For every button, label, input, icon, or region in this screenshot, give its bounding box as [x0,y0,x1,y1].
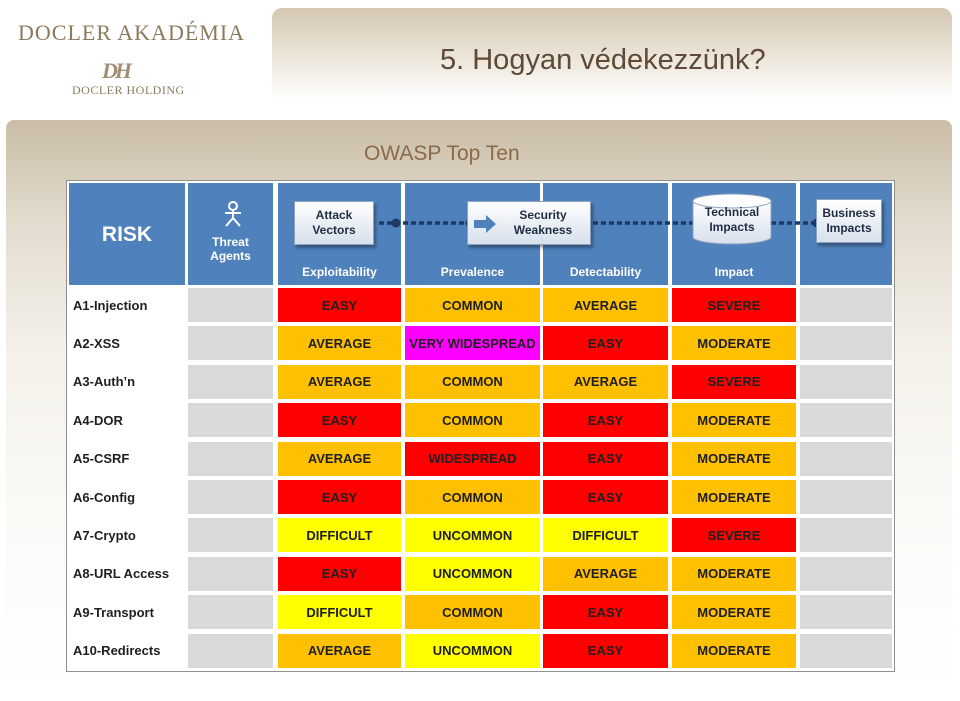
logo-dh-mark: DH [102,58,129,83]
logo-area [0,0,270,110]
logo-academy-text: DOCLER AKADÉMIA [18,20,246,45]
prevalence-cell: UNCOMMON [405,557,540,591]
prevalence-cell: UNCOMMON [405,518,540,552]
table-row [67,557,894,591]
exploitability-cell: DIFFICULT [278,595,401,629]
owasp-risk-table [66,180,895,672]
threat-agents-label: Threat Agents [210,235,251,263]
exploitability-cell: EASY [278,403,401,437]
risk-name-cell: A7-Crypto [69,518,185,552]
business-impacts-label: Business Impacts [822,206,876,235]
detectability-cell: EASY [543,403,668,437]
detectability-cell: EASY [543,634,668,668]
page-title: 5. Hogyan védekezzünk? [440,44,766,76]
prevalence-cell: COMMON [405,480,540,514]
business-impact-cell [800,518,892,552]
risk-name-cell: A9-Transport [69,595,185,629]
threat-agent-cell [188,403,273,437]
prevalence-cell: COMMON [405,365,540,399]
impact-cell: SEVERE [672,365,796,399]
risk-name-cell: A1-Injection [69,288,185,322]
detectability-cell: AVERAGE [543,365,668,399]
attack-vectors-box [294,201,374,245]
table-row [67,595,894,629]
prevalence-cell: WIDESPREAD [405,442,540,476]
impact-cell: MODERATE [672,634,796,668]
slide-subtitle: OWASP Top Ten [364,142,520,165]
business-impact-cell [800,634,892,668]
threat-agent-cell [188,557,273,591]
risk-name-cell: A3-Auth’n [69,365,185,399]
prevalence-cell: COMMON [405,288,540,322]
prevalence-cell: VERY WIDESPREAD [405,326,540,360]
threat-agent-cell [188,326,273,360]
risk-name-cell: A8-URL Access [69,557,185,591]
impact-cell: MODERATE [672,557,796,591]
detectability-cell: EASY [543,326,668,360]
business-impact-cell [800,595,892,629]
prevalence-label: Prevalence [440,265,505,279]
threat-agent-cell [188,634,273,668]
risk-name-cell: A6-Config [69,480,185,514]
exploitability-cell: EASY [278,480,401,514]
business-impact-cell [800,326,892,360]
impact-cell: MODERATE [672,442,796,476]
table-row [67,326,894,360]
business-impact-cell [800,557,892,591]
threat-agent-cell [188,442,273,476]
prevalence-cell: COMMON [405,403,540,437]
detectability-cell: EASY [543,595,668,629]
business-impact-cell [800,365,892,399]
impact-cell: MODERATE [672,480,796,514]
risk-header-label: RISK [101,223,153,246]
impact-cell: SEVERE [672,288,796,322]
security-weakness-box [467,201,591,245]
impact-cell: MODERATE [672,595,796,629]
threat-agent-cell [188,365,273,399]
business-impact-cell [800,403,892,437]
impact-label: Impact [714,265,754,279]
exploitability-cell: AVERAGE [278,365,401,399]
risk-name-cell: A5-CSRF [69,442,185,476]
detectability-cell: DIFFICULT [543,518,668,552]
technical-impacts-label: Technical Impacts [704,205,760,234]
impact-cell: MODERATE [672,326,796,360]
exploitability-cell: EASY [278,288,401,322]
table-row [67,288,894,322]
business-impact-cell [800,480,892,514]
exploitability-label: Exploitability [302,265,377,279]
risk-name-cell: A4-DOR [69,403,185,437]
threat-agent-cell [188,288,273,322]
arrow-right-icon [474,215,496,233]
exploitability-cell: AVERAGE [278,634,401,668]
business-impact-cell [800,442,892,476]
threat-agent-cell [188,595,273,629]
risk-name-cell: A2-XSS [69,326,185,360]
prevalence-cell: UNCOMMON [405,634,540,668]
exploitability-cell: AVERAGE [278,326,401,360]
security-weakness-label: Security Weakness [513,208,573,237]
detectability-cell: EASY [543,442,668,476]
table-row [67,518,894,552]
table-row [67,634,894,668]
detectability-cell: AVERAGE [543,557,668,591]
exploitability-cell: EASY [278,557,401,591]
business-impacts-box [816,199,882,243]
logo-holding-text: DOCLER HOLDING [72,83,185,97]
prevalence-cell: COMMON [405,595,540,629]
attack-vectors-label: Attack Vectors [312,208,356,237]
impact-cell: SEVERE [672,518,796,552]
exploitability-cell: DIFFICULT [278,518,401,552]
threat-agent-cell [188,518,273,552]
business-impact-cell [800,288,892,322]
table-row [67,365,894,399]
detectability-cell: AVERAGE [543,288,668,322]
threat-agent-cell [188,480,273,514]
table-row [67,442,894,476]
detectability-cell: EASY [543,480,668,514]
table-row [67,480,894,514]
risk-name-cell: A10-Redirects [69,634,185,668]
detectability-label: Detectability [569,265,642,279]
impact-cell: MODERATE [672,403,796,437]
table-row [67,403,894,437]
exploitability-cell: AVERAGE [278,442,401,476]
